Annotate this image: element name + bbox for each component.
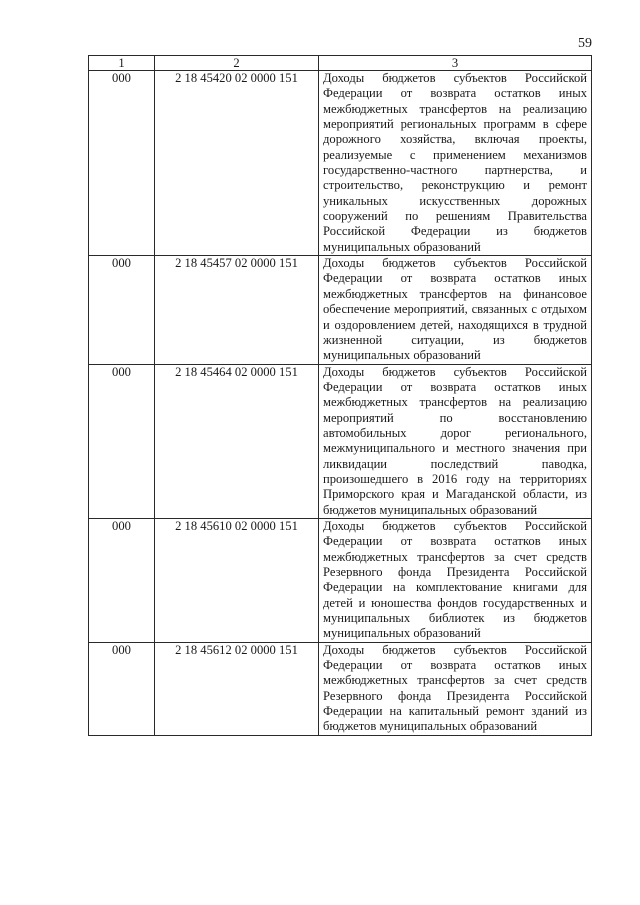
- budget-code-cell: 2 18 45420 02 0000 151: [155, 71, 319, 256]
- admin-code-cell: 000: [89, 518, 155, 642]
- table-row: [89, 71, 592, 256]
- admin-code-cell: 000: [89, 642, 155, 735]
- budget-revenue-table: [88, 55, 592, 736]
- column-header-2: 2: [155, 56, 319, 71]
- description-cell: Доходы бюджетов субъектов Российской Федерации от возврата остатков иных межбюджетных трансфертов за счет средств Резервного фонда Президента Российской Федерации на комплектование книгами для детей и юношества фондов государственных и муниципальных библиотек из бюджетов муниципальных образований: [319, 518, 592, 642]
- description-cell: Доходы бюджетов субъектов Российской Федерации от возврата остатков иных межбюджетных трансфертов за счет средств Резервного фонда Президента Российской Федерации на капитальный ремонт зданий из бюджетов муниципальных образований: [319, 642, 592, 735]
- description-cell: Доходы бюджетов субъектов Российской Федерации от возврата остатков иных межбюджетных трансфертов на реализацию мероприятий региональных программ в сфере дорожного хозяйства, включая проекты, реализуемые с применением механизмов государственно-частного партнерства, и строительство, реконструкцию и ремонт уникальных искусственных дорожных сооружений по решениям Правительства Российской Федерации из бюджетов муниципальных образований: [319, 71, 592, 256]
- page-number: 59: [578, 36, 592, 51]
- budget-code-cell: 2 18 45612 02 0000 151: [155, 642, 319, 735]
- table-row: [89, 364, 592, 518]
- admin-code-cell: 000: [89, 364, 155, 518]
- column-header-3: 3: [319, 56, 592, 71]
- table-row: [89, 256, 592, 364]
- admin-code-cell: 000: [89, 256, 155, 364]
- budget-code-cell: 2 18 45610 02 0000 151: [155, 518, 319, 642]
- table-row: [89, 518, 592, 642]
- column-header-1: 1: [89, 56, 155, 71]
- admin-code-cell: 000: [89, 71, 155, 256]
- budget-code-cell: 2 18 45457 02 0000 151: [155, 256, 319, 364]
- table-header-row: [89, 56, 592, 71]
- table-row: [89, 642, 592, 735]
- budget-code-cell: 2 18 45464 02 0000 151: [155, 364, 319, 518]
- description-cell: Доходы бюджетов субъектов Российской Федерации от возврата остатков иных межбюджетных трансфертов на финансовое обеспечение мероприятий, связанных с отдыхом и оздоровлением детей, находящихся в трудной жизненной ситуации, из бюджетов муниципальных образований: [319, 256, 592, 364]
- description-cell: Доходы бюджетов субъектов Российской Федерации от возврата остатков иных межбюджетных трансфертов на реализацию мероприятий по восстановлению автомобильных дорог регионального, межмуниципального и местного значения при ликвидации последствий паводка, произошедшего в 2016 году на территориях Приморского края и Магаданской области, из бюджетов муниципальных образований: [319, 364, 592, 518]
